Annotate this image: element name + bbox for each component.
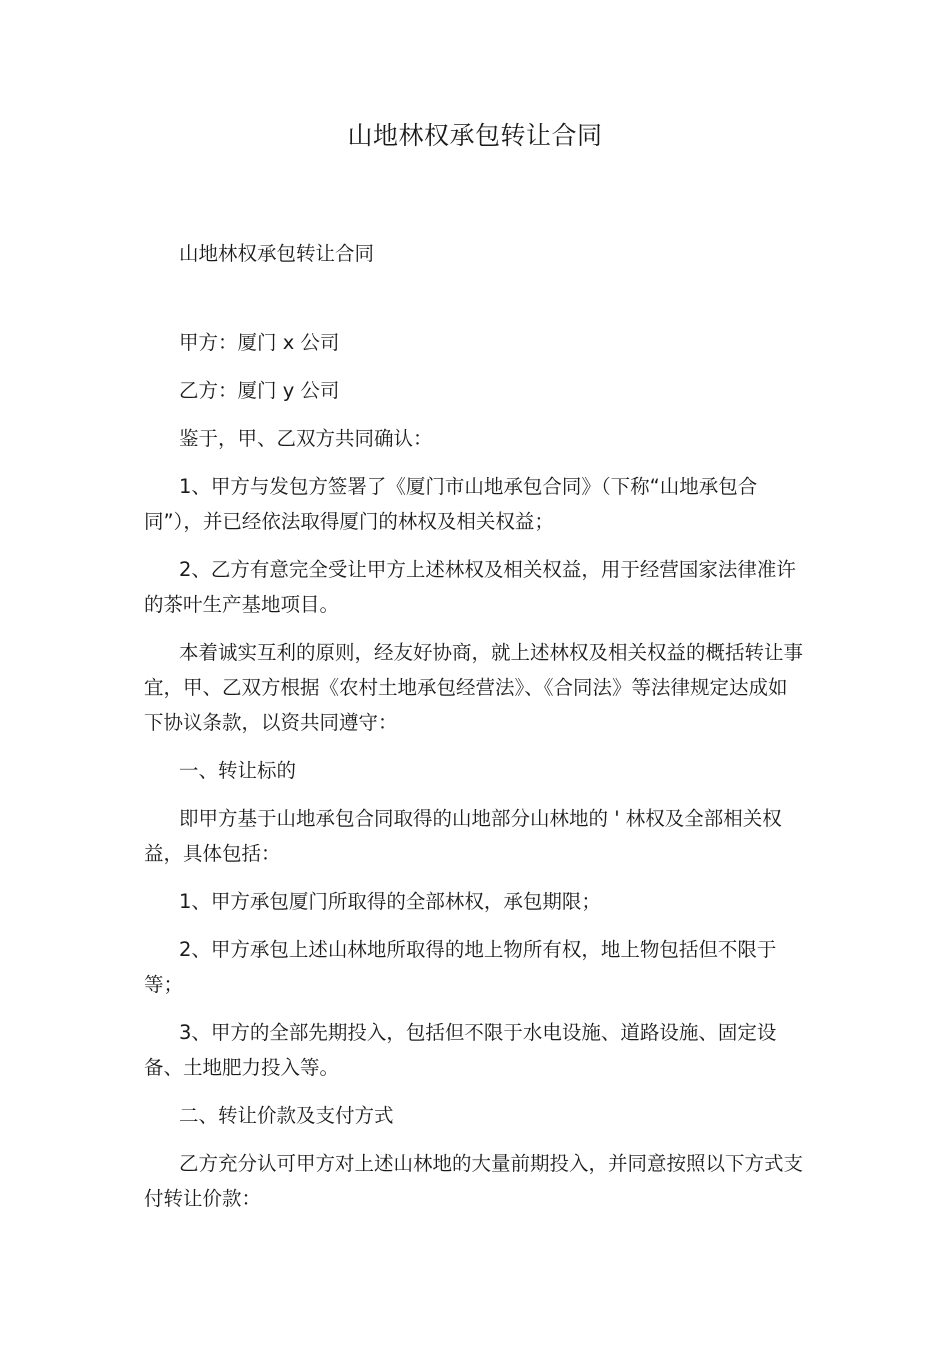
section-1-item-2: 2、甲方承包上述山林地所取得的地上物所有权，地上物包括但不限于等； <box>144 938 777 996</box>
section-1-item-1: 1、甲方承包厦门所取得的全部林权，承包期限； <box>179 890 601 913</box>
party-b: 乙方：厦门 y 公司 <box>179 379 340 402</box>
section-2-intro: 乙方充分认可甲方对上述山林地的大量前期投入，并同意按照以下方式支付转让价款： <box>144 1152 804 1210</box>
section-1-intro: 即甲方基于山地承包合同取得的山地部分山林地的 ' 林权及全部相关权益，具体包括： <box>144 807 782 865</box>
principle-paragraph: 本着诚实互利的原则，经友好协商，就上述林权及相关权益的概括转让事宜，甲、乙双方根据《农村土地承包经营法》、《合同法》等法律规定达成如下协议条款，以资共同遵守： <box>144 641 804 734</box>
recital-1: 1、甲方与发包方签署了《厦门市山地承包合同》（下称“山地承包合同”），并已经依法取得厦门的林权及相关权益； <box>144 475 758 533</box>
party-a: 甲方：厦门 x 公司 <box>179 331 340 354</box>
section-2-heading: 二、转让价款及支付方式 <box>179 1104 394 1127</box>
document-subtitle: 山地林权承包转让合同 <box>179 242 375 265</box>
document-body <box>144 236 804 1216</box>
section-1-heading: 一、转让标的 <box>179 759 297 782</box>
whereas-clause: 鉴于，甲、乙双方共同确认： <box>179 427 433 450</box>
document-title: 山地林权承包转让合同 <box>347 121 603 150</box>
section-1-item-3: 3、甲方的全部先期投入，包括但不限于水电设施、道路设施、固定设备、土地肥力投入等。 <box>144 1021 777 1079</box>
recital-2: 2、乙方有意完全受让甲方上述林权及相关权益，用于经营国家法律准许的茶叶生产基地项目。 <box>144 558 796 616</box>
